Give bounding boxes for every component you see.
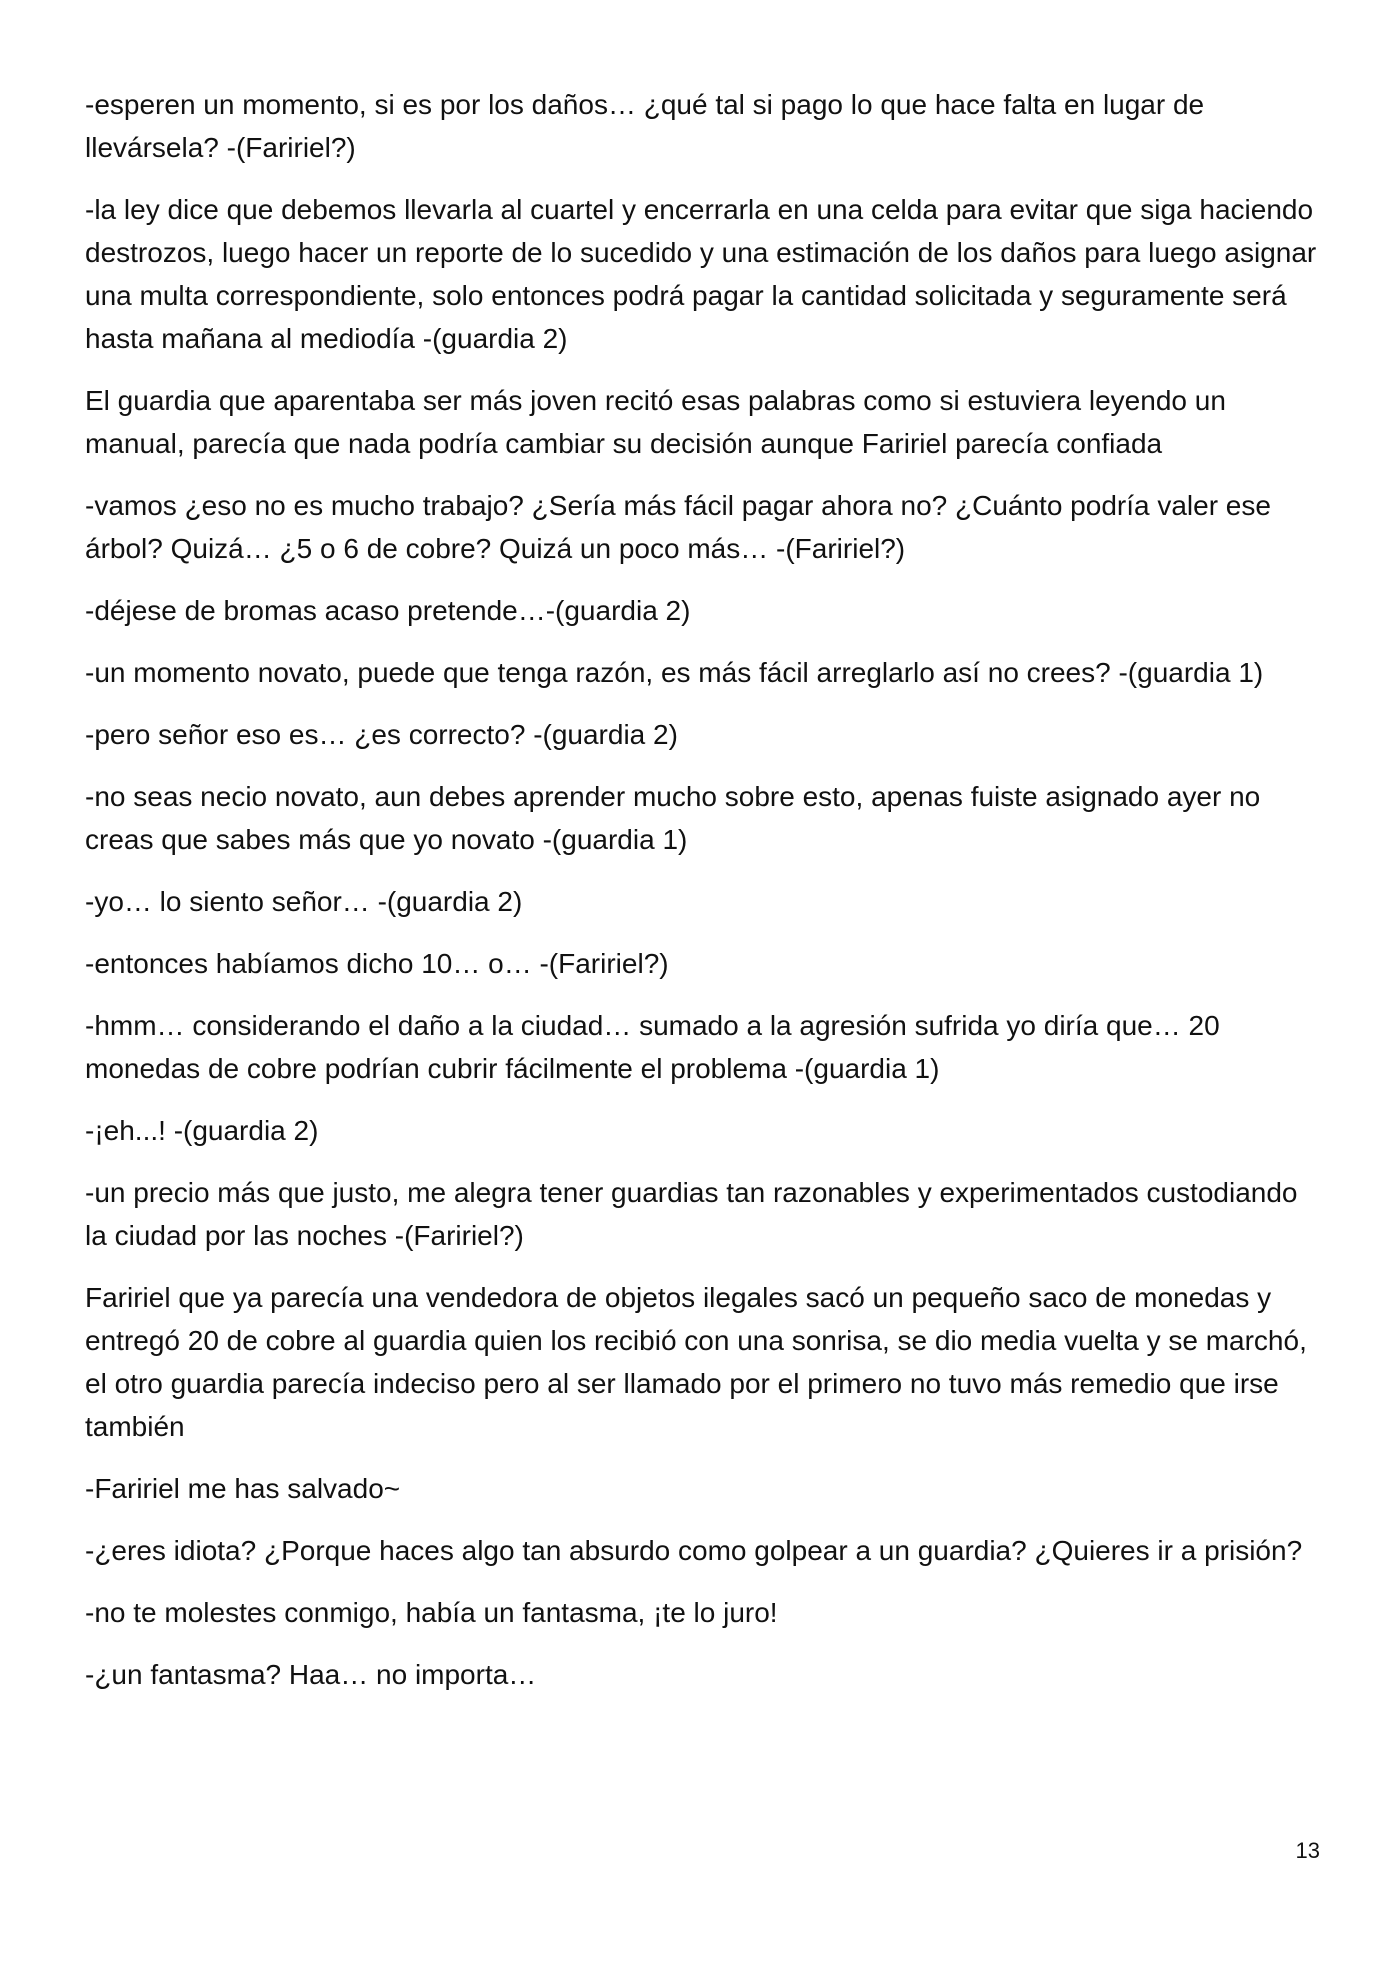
paragraph: -Faririel me has salvado~ <box>85 1473 401 1504</box>
paragraph: -hmm… considerando el daño a la ciudad… sumado a la agresión sufrida yo diría que… 20 monedas de cobre podrían cubrir fácilmente el problema -(guardia 1) <box>85 1010 1220 1084</box>
paragraph: -no seas necio novato, aun debes aprender mucho sobre esto, apenas fuiste asignado ayer no creas que sabes más que yo novato -(guardia 1) <box>85 781 1261 855</box>
paragraph: El guardia que aparentaba ser más joven recitó esas palabras como si estuviera leyendo un manual, parecía que nada podría cambiar su decisión aunque Faririel parecía confiada <box>85 385 1226 459</box>
paragraph: -¿eres idiota? ¿Porque haces algo tan absurdo como golpear a un guardia? ¿Quieres ir a prisión? <box>85 1535 1303 1566</box>
paragraph: -vamos ¿eso no es mucho trabajo? ¿Sería más fácil pagar ahora no? ¿Cuánto podría valer ese árbol? Quizá… ¿5 o 6 de cobre? Quizá un poco más… -(Faririel?) <box>85 490 1271 564</box>
paragraph: -un momento novato, puede que tenga razón, es más fácil arreglarlo así no crees? -(guardia 1) <box>85 657 1264 688</box>
paragraph: -no te molestes conmigo, había un fantasma, ¡te lo juro! <box>85 1597 778 1628</box>
paragraph: -¿un fantasma? Haa… no importa… <box>85 1659 537 1690</box>
paragraph: -entonces habíamos dicho 10… o… -(Faririel?) <box>85 948 669 979</box>
paragraph: Faririel que ya parecía una vendedora de objetos ilegales sacó un pequeño saco de monedas y entregó 20 de cobre al guardia quien los recibió con una sonrisa, se dio media vuelta y se marchó, el otro guardia parecía indeciso pero al ser llamado por el primero no tuvo más remedio que irse también <box>85 1282 1307 1442</box>
paragraph: -la ley dice que debemos llevarla al cuartel y encerrarla en una celda para evitar que siga haciendo destrozos, luego hacer un reporte de lo sucedido y una estimación de los daños para luego asignar una multa correspondiente, solo entonces podrá pagar la cantidad solicitada y seguramente será hasta mañana al mediodía -(guardia 2) <box>85 194 1317 354</box>
paragraph: -un precio más que justo, me alegra tener guardias tan razonables y experimentados custodiando la ciudad por las noches -(Faririel?) <box>85 1177 1298 1251</box>
paragraph: -pero señor eso es… ¿es correcto? -(guardia 2) <box>85 719 678 750</box>
page-number: 13 <box>1295 1838 1320 1863</box>
paragraph: -¡eh...! -(guardia 2) <box>85 1115 319 1146</box>
paragraph: -déjese de bromas acaso pretende…-(guardia 2) <box>85 595 691 626</box>
paragraph: -esperen un momento, si es por los daños… ¿qué tal si pago lo que hace falta en lugar de llevársela? -(Faririel?) <box>85 89 1205 163</box>
document-page <box>85 83 1325 1715</box>
paragraph: -yo… lo siento señor… -(guardia 2) <box>85 886 523 917</box>
